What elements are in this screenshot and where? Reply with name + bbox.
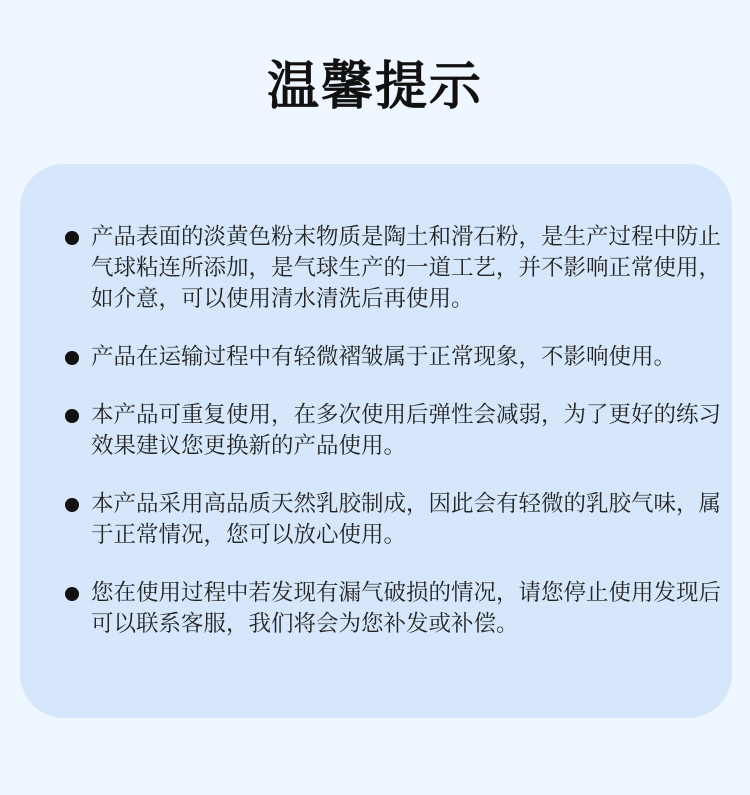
bullet-icon (65, 587, 79, 601)
notice-item (62, 489, 722, 551)
bullet-icon (65, 409, 79, 423)
page-title: 温馨提示 (266, 57, 483, 117)
notice-text: 产品在运输过程中有轻微褶皱属于正常现象，不影响使用。 (91, 344, 677, 370)
notice-item (62, 342, 722, 373)
notice-text: 本产品采用高品质天然乳胶制成，因此会有轻微的乳胶气味，属于正常情况，您可以放心使用。 (91, 491, 722, 548)
notice-item (62, 222, 722, 315)
notice-text: 本产品可重复使用，在多次使用后弹性会减弱，为了更好的练习效果建议您更换新的产品使用。 (91, 402, 722, 459)
notice-item (62, 578, 722, 640)
bullet-icon (65, 351, 79, 365)
notice-text: 产品表面的淡黄色粉末物质是陶土和滑石粉，是生产过程中防止气球粘连所添加，是气球生产的一道工艺，并不影响正常使用，如介意，可以使用清水清洗后再使用。 (91, 224, 722, 312)
bullet-icon (65, 231, 79, 245)
notice-list (62, 222, 722, 667)
bullet-icon (65, 498, 79, 512)
notice-item (62, 400, 722, 462)
notice-text: 您在使用过程中若发现有漏气破损的情况，请您停止使用发现后可以联系客服，我们将会为您补发或补偿。 (91, 580, 722, 637)
